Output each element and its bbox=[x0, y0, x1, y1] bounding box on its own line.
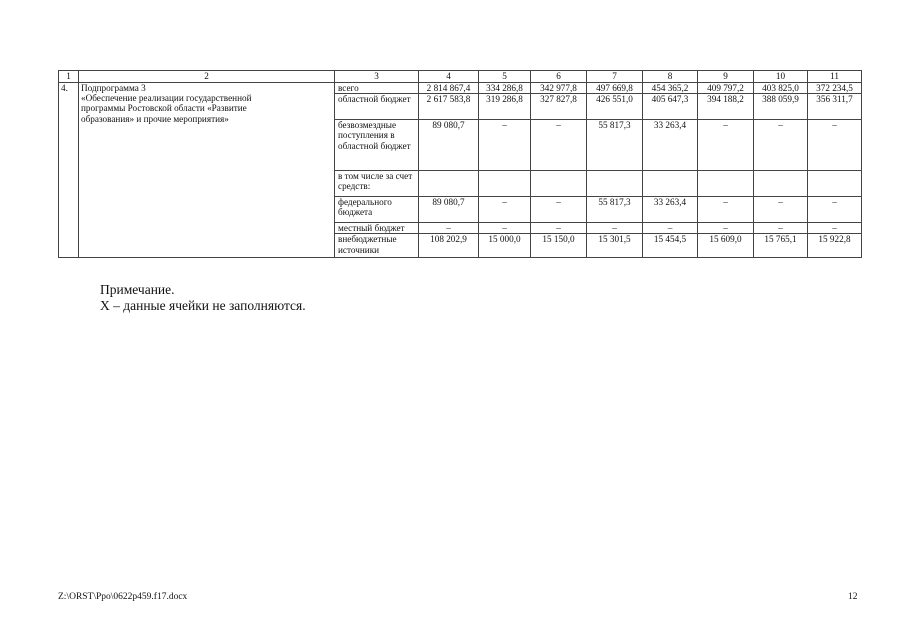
page-number: 12 bbox=[848, 592, 858, 602]
value-cell bbox=[479, 171, 531, 197]
note-title: Примечание. bbox=[100, 282, 175, 297]
value-cell: 388 059,9 bbox=[754, 94, 808, 120]
funding-source-cell: федерального бюджета bbox=[335, 197, 419, 223]
value-cell: 319 286,8 bbox=[479, 94, 531, 120]
value-cell: 15 765,1 bbox=[754, 234, 808, 258]
header-cell: 1 bbox=[59, 71, 79, 83]
header-cell: 11 bbox=[808, 71, 862, 83]
note-text: Х – данные ячейки не заполняются. bbox=[100, 298, 306, 313]
value-cell: – bbox=[698, 120, 754, 171]
value-cell: – bbox=[587, 223, 643, 234]
value-cell: 108 202,9 bbox=[419, 234, 479, 258]
table-row bbox=[59, 83, 862, 94]
value-cell: 334 286,8 bbox=[479, 83, 531, 94]
header-cell: 6 bbox=[531, 71, 587, 83]
value-cell: – bbox=[754, 223, 808, 234]
value-cell: 15 000,0 bbox=[479, 234, 531, 258]
value-cell: 33 263,4 bbox=[643, 197, 698, 223]
value-cell: 33 263,4 bbox=[643, 120, 698, 171]
value-cell: – bbox=[754, 120, 808, 171]
budget-table bbox=[58, 70, 862, 258]
value-cell: – bbox=[419, 223, 479, 234]
value-cell: 55 817,3 bbox=[587, 120, 643, 171]
value-cell: – bbox=[479, 223, 531, 234]
value-cell: 454 365,2 bbox=[643, 83, 698, 94]
value-cell: – bbox=[808, 120, 862, 171]
value-cell: – bbox=[531, 120, 587, 171]
value-cell: – bbox=[698, 223, 754, 234]
header-row bbox=[59, 71, 862, 83]
footer-file-path: Z:\ORST\Ppo\0622p459.f17.docx bbox=[58, 592, 188, 602]
value-cell bbox=[754, 171, 808, 197]
value-cell: 342 977,8 bbox=[531, 83, 587, 94]
value-cell: 15 301,5 bbox=[587, 234, 643, 258]
value-cell: 405 647,3 bbox=[643, 94, 698, 120]
header-cell: 5 bbox=[479, 71, 531, 83]
program-name-line: образования» и прочие мероприятия» bbox=[81, 113, 229, 124]
value-cell: – bbox=[698, 197, 754, 223]
value-cell: – bbox=[754, 197, 808, 223]
program-name-line: «Обеспечение реализации государственной bbox=[81, 93, 252, 104]
header-cell: 7 bbox=[587, 71, 643, 83]
header-cell: 8 bbox=[643, 71, 698, 83]
value-cell: – bbox=[479, 197, 531, 223]
header-cell: 9 bbox=[698, 71, 754, 83]
funding-source-cell: в том числе за счет средств: bbox=[335, 171, 419, 197]
funding-source-cell: всего bbox=[335, 83, 419, 94]
value-cell bbox=[643, 171, 698, 197]
header-cell: 10 bbox=[754, 71, 808, 83]
value-cell bbox=[531, 171, 587, 197]
value-cell bbox=[698, 171, 754, 197]
header-cell: 4 bbox=[419, 71, 479, 83]
value-cell: 89 080,7 bbox=[419, 197, 479, 223]
value-cell: 394 188,2 bbox=[698, 94, 754, 120]
header-cell: 3 bbox=[335, 71, 419, 83]
program-name-line: программы Ростовской области «Развитие bbox=[81, 103, 247, 114]
value-cell: 2 617 583,8 bbox=[419, 94, 479, 120]
value-cell: 356 311,7 bbox=[808, 94, 862, 120]
funding-source-cell: областной бюджет bbox=[335, 94, 419, 120]
value-cell: 497 669,8 bbox=[587, 83, 643, 94]
value-cell bbox=[808, 171, 862, 197]
funding-source-cell: местный бюджет bbox=[335, 223, 419, 234]
funding-source-cell: внебюджетные источники bbox=[335, 234, 419, 258]
value-cell bbox=[587, 171, 643, 197]
value-cell: 55 817,3 bbox=[587, 197, 643, 223]
value-cell: 15 454,5 bbox=[643, 234, 698, 258]
value-cell: 426 551,0 bbox=[587, 94, 643, 120]
table-body bbox=[59, 71, 862, 258]
value-cell: 409 797,2 bbox=[698, 83, 754, 94]
value-cell: 403 825,0 bbox=[754, 83, 808, 94]
program-name-line: Подпрограмма 3 bbox=[81, 83, 146, 93]
value-cell: – bbox=[643, 223, 698, 234]
program-name-cell bbox=[79, 83, 335, 258]
funding-source-cell: безвозмездные поступления в областной бюджет bbox=[335, 120, 419, 171]
value-cell: 15 922,8 bbox=[808, 234, 862, 258]
value-cell bbox=[419, 171, 479, 197]
value-cell: 2 814 867,4 bbox=[419, 83, 479, 94]
value-cell: 15 609,0 bbox=[698, 234, 754, 258]
value-cell: 89 080,7 bbox=[419, 120, 479, 171]
value-cell: – bbox=[808, 223, 862, 234]
value-cell: – bbox=[479, 120, 531, 171]
value-cell: 372 234,5 bbox=[808, 83, 862, 94]
row-number: 4. bbox=[59, 83, 79, 258]
header-cell: 2 bbox=[79, 71, 335, 83]
value-cell: 327 827,8 bbox=[531, 94, 587, 120]
value-cell: – bbox=[808, 197, 862, 223]
value-cell: – bbox=[531, 223, 587, 234]
value-cell: – bbox=[531, 197, 587, 223]
value-cell: 15 150,0 bbox=[531, 234, 587, 258]
